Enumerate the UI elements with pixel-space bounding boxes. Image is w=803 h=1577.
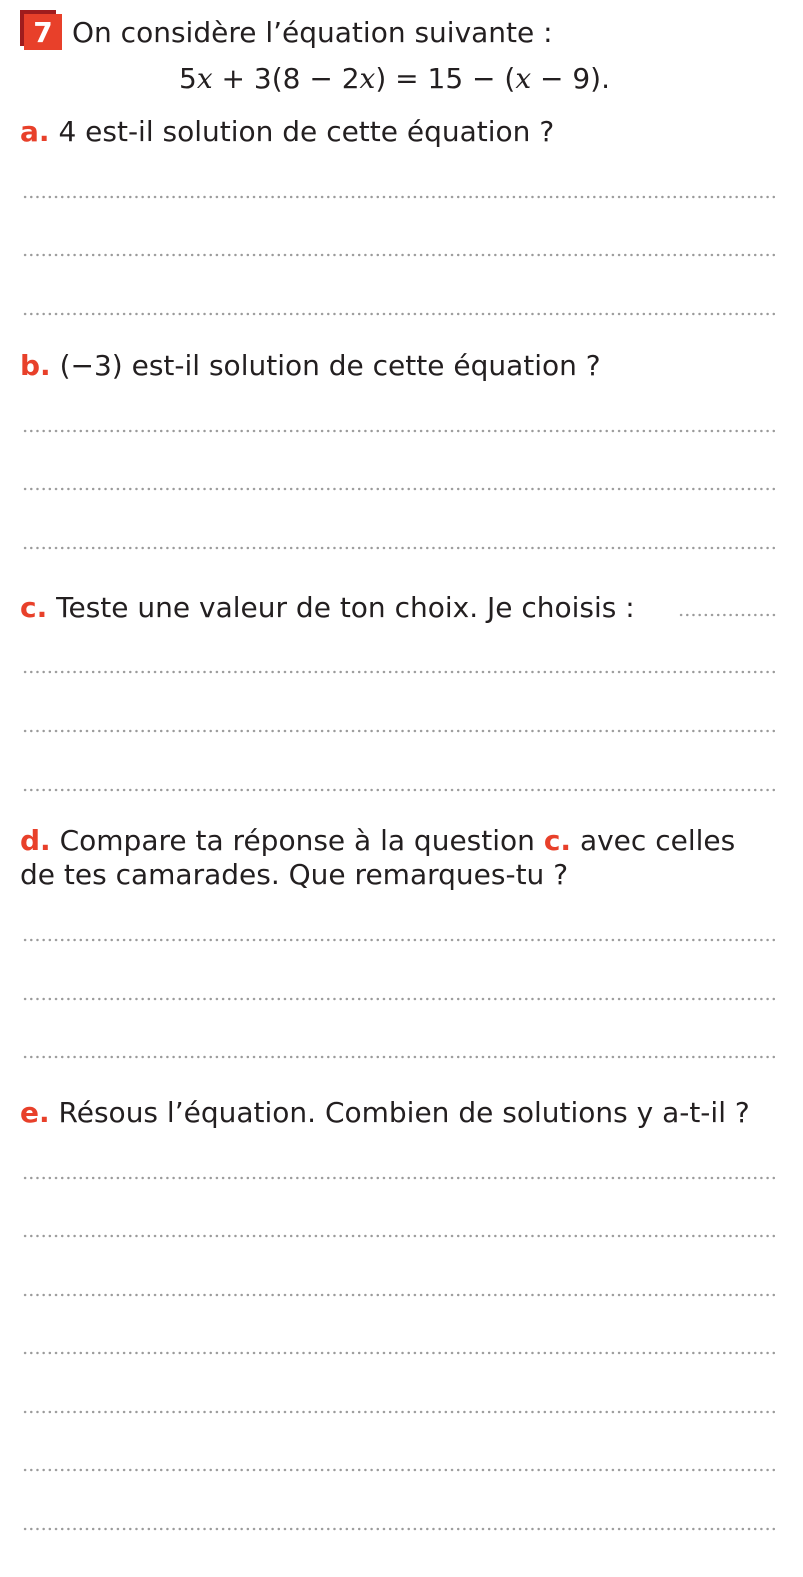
question-text-e: Résous l’équation. Combien de solutions y a-t-il ? [58,1096,750,1129]
question-letter-e: e. [20,1096,50,1129]
question-text-a: 4 est-il solution de cette équation ? [58,115,555,148]
answer-line[interactable] [22,788,778,792]
question-e [20,1096,750,1130]
answer-line[interactable] [22,729,778,733]
answer-line[interactable] [22,938,778,942]
answer-line[interactable] [22,1351,778,1355]
answer-line[interactable] [22,1055,778,1059]
question-letter-d: d. [20,824,51,857]
question-c [20,591,635,625]
answer-line[interactable] [22,1527,778,1531]
answer-line[interactable] [22,253,778,257]
question-text-b: (−3) est-il solution de cette équation ? [59,349,601,382]
answer-line[interactable] [22,1176,778,1180]
question-text-d-part2: avec celles [579,824,736,857]
equation-variable: x [515,62,532,95]
question-text-d-line2: de tes camarades. Que remarques-tu ? [20,858,569,891]
answer-line[interactable] [22,429,778,433]
answer-line[interactable] [22,487,778,491]
answer-line[interactable] [22,997,778,1001]
question-letter-c: c. [20,591,48,624]
answer-line[interactable] [22,1293,778,1297]
answer-line[interactable] [22,1410,778,1414]
question-a [20,115,554,149]
question-d [20,824,735,858]
question-b [20,349,601,383]
answer-line[interactable] [22,312,778,316]
choice-blank[interactable] [678,613,778,617]
equation-variable: x [359,62,376,95]
answer-line[interactable] [22,195,778,199]
equation [179,62,610,96]
answer-line[interactable] [22,1468,778,1472]
question-ref-letter-c: c. [543,824,572,857]
question-letter-a: a. [20,115,50,148]
equation-part: + 3(8 − 2 [212,62,360,95]
answer-line[interactable] [22,670,778,674]
answer-line[interactable] [22,1234,778,1238]
question-text-d-part1: Compare ta réponse à la question [59,824,535,857]
question-letter-b: b. [20,349,51,382]
equation-variable: x [196,62,213,95]
equation-part: − 9). [531,62,611,95]
equation-part: 5 [179,62,197,95]
question-text-c: Teste une valeur de ton choix. Je choisis : [56,591,635,624]
answer-line[interactable] [22,546,778,550]
equation-part: ) = 15 − ( [375,62,516,95]
exercise-intro: On considère l’équation suivante : [72,16,553,49]
exercise-number-badge: 7 [24,14,62,50]
